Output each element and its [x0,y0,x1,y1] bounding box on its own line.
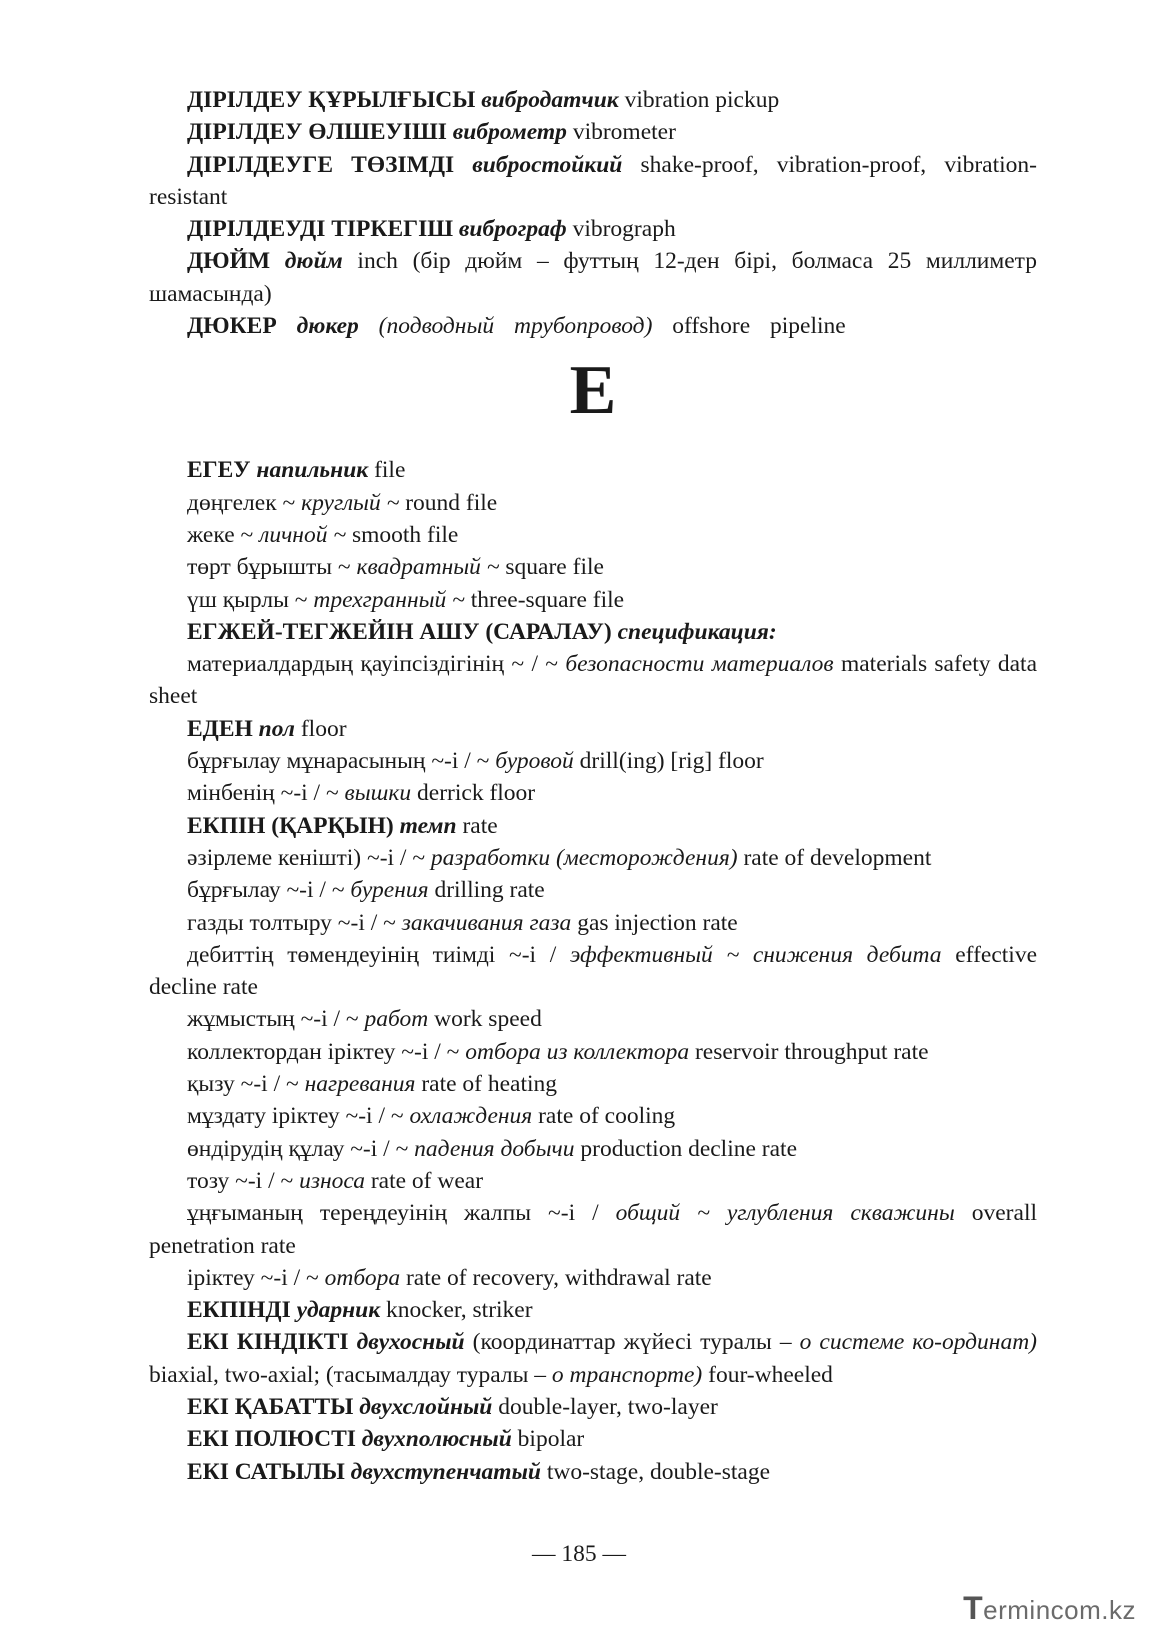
kazakh-term: материалдардың қауіпсіздігінің ~ / ~ [187,651,566,678]
english-term: knocker, striker [380,1297,533,1324]
entry-line [149,1294,1037,1326]
russian-term: буровой [495,748,574,775]
english-term: rate of cooling [532,1103,676,1130]
kazakh-term: жеке ~ [187,521,260,548]
entry-line [149,1326,1037,1391]
russian-term: разработки (месторождения) [430,844,738,871]
english-term: inch (бір дюйм – футтың 12-ден бірі, болмаса 25 миллиметр шамасында) [149,248,1037,307]
english-term: materials safety data sheet [149,651,1037,710]
subentry-line [149,1036,1037,1068]
english-term: round file [399,489,498,516]
headword: ДЮЙМ [187,248,285,275]
entry-line [149,1423,1037,1455]
subentry-line [149,1165,1037,1197]
subentry-line [149,1197,1037,1262]
subentry-line [149,745,1037,777]
russian-note: о транспорте) [551,1361,703,1388]
kazakh-term: әзірлеме кеніштi) ~-і / ~ [187,844,431,871]
headword: ЕКІ ҚАБАТТЫ [187,1393,360,1420]
headword: ДІРІЛДЕУ ҚҰРЫЛҒЫСЫ [187,87,482,113]
russian-term: отбора [324,1264,401,1291]
headword: ЕДЕН [187,715,259,742]
subentry-line [149,648,1037,713]
russian-term: двухосный [356,1329,465,1356]
russian-term: напильник [256,457,369,484]
english-term: drilling rate [428,877,545,904]
english-term: rate of recovery, withdrawal rate [400,1264,712,1291]
headword: ЕКІ КІНДІКТІ [187,1329,357,1356]
entry-line [149,84,1037,116]
russian-term: вышки [344,780,412,807]
english-term: vibration pickup [618,87,780,113]
russian-term: безопасности материалов [565,651,834,678]
subentry-line [149,907,1037,939]
entry-line [149,454,1037,486]
english-term: three-square file [464,586,625,613]
russian-term: закачивания газа [401,909,572,936]
subentry-line [149,842,1037,874]
english-term: two-stage, double-stage [540,1458,771,1485]
english-term: rate of wear [364,1167,484,1194]
russian-term: дюйм [284,248,343,275]
headword: ЕКІ САТЫЛЫ [187,1458,351,1485]
entries-column [149,84,1037,1488]
english-term: floor [294,715,347,742]
headword: ЕГЖЕЙ-ТЕГЖЕЙІН АШУ (САРАЛАУ) [187,618,618,645]
headword: ДЮКЕР [187,313,297,340]
subentry-line [149,1068,1037,1100]
headword: ЕКІ ПОЛЮСТІ [187,1426,362,1453]
english-term: square file [499,554,604,581]
kazakh-term: мінбенің ~-і / ~ [187,780,345,807]
russian-term: общий ~ углубления скважины [615,1200,955,1227]
english-term: overall penetration rate [149,1200,1037,1259]
russian-term: отбора из коллектора [465,1038,690,1065]
entry-line [149,245,1037,310]
russian-term: трехгранный ~ [313,586,465,613]
kazakh-term: қызу ~-і / ~ [187,1071,305,1098]
subentry-line [149,874,1037,906]
headword: ДІРІЛДЕУ ӨЛШЕУІШІ [187,119,453,146]
kazakh-term: бұрғылау ~-і / ~ [187,877,351,904]
logo-lead-letter: T [963,1590,984,1626]
subentry-line [149,939,1037,1004]
english-term: production decline rate [574,1135,798,1162]
kazakh-term: өндірудің құлау ~-і / ~ [187,1135,415,1162]
subentry-line [149,1100,1037,1132]
english-term: derrick floor [411,780,536,807]
english-term: four-wheeled [702,1361,833,1388]
subentry-line [149,551,1037,583]
subentry-line [149,584,1037,616]
russian-term: темп [399,812,457,839]
headword: ЕКПІНДІ [187,1297,297,1324]
entry-line [149,810,1037,842]
entry-line [149,116,1037,148]
russian-term: охлаждения [409,1103,533,1130]
english-term: shake-proof, vibration-proof, vibration-resistant [149,151,1037,210]
section-letter: Е [569,352,617,430]
english-term: double-layer, two-layer [492,1393,718,1420]
kazakh-note: (координаттар жүйесі туралы – [464,1329,800,1356]
russian-term: пол [258,715,295,742]
russian-term: работ [364,1006,429,1033]
entry-line [149,213,1037,245]
english-term: vibrometer [566,119,676,146]
subentry-line [149,1133,1037,1165]
headword: ДІРІЛДЕУДІ ТІРКЕГІШ [187,216,459,243]
subentry-line [149,519,1037,551]
russian-term: бурения [350,877,429,904]
entry-line [149,310,1037,342]
russian-term: двухслойный [359,1393,493,1420]
english-term: file [368,457,406,484]
russian-term: двухступенчатый [350,1458,541,1485]
kazakh-term: газды толтыру ~-і / ~ [187,909,402,936]
english-term: biaxial, two-axial; (тасымалдау туралы – [149,1361,552,1388]
subentry-line [149,1003,1037,1035]
russian-term: круглый ~ [301,489,400,516]
english-term: smooth file [346,521,459,548]
russian-term: вибродатчик [481,87,619,113]
termincom-logo[interactable] [963,1590,1136,1627]
english-term: reservoir throughput rate [689,1038,929,1065]
russian-term: эффективный ~ снижения дебита [569,941,942,968]
english-term: effective decline rate [149,941,1038,1001]
kazakh-term: бұрғылау мұнарасының ~-і / ~ [187,748,496,775]
english-term: drill(ing) [rig] floor [573,748,764,775]
kazakh-term: мұздату іріктеу ~-і / ~ [187,1103,410,1130]
headword: ЕГЕУ [187,457,257,484]
russian-term: двухполюсный [361,1426,512,1453]
kazakh-term: төрт бұрышты ~ [187,554,357,581]
subentry-line [149,487,1037,519]
english-term: rate of heating [415,1071,558,1098]
kazakh-term: іріктеу ~-і / ~ [187,1264,325,1291]
russian-note: (подводный трубопровод) [358,313,653,340]
kazakh-term: жұмыстың ~-і / ~ [187,1006,365,1033]
page-number: — 185 — [532,1541,626,1567]
headword: ДІРІЛДЕУГЕ ТӨЗІМДІ [187,151,473,178]
english-term: offshore pipeline [652,313,846,340]
subentry-line [149,1262,1037,1294]
english-term: bipolar [511,1426,585,1453]
english-term: work speed [428,1006,542,1033]
kazakh-term: дебиттің төмендеуінің тиімді ~-і / [187,941,570,968]
russian-term: квадратный ~ [356,554,500,581]
english-term: vibrograph [566,216,676,243]
kazakh-term: ұңғыманың тереңдеуінің жалпы ~-і / [187,1200,616,1227]
russian-term: дюкер [296,313,359,340]
russian-term: износа [299,1167,365,1194]
russian-term: виброметр [452,119,567,146]
entry-line [149,713,1037,745]
entry-line [149,1391,1037,1423]
entry-line [149,149,1037,214]
russian-term: падения добычи [414,1135,575,1162]
russian-term: нагревания [304,1071,416,1098]
kazakh-term: үш қырлы ~ [187,586,314,613]
kazakh-term: коллектордан іріктеу ~-і / ~ [187,1038,466,1065]
kazakh-term: тозу ~-і / ~ [187,1167,300,1194]
headword: ЕКПІН (ҚАРҚЫН) [187,812,400,839]
english-term: gas injection rate [571,909,738,936]
russian-term: ударник [296,1297,381,1324]
kazakh-term: дөңгелек ~ [187,489,302,516]
logo-text: ermincom.kz [983,1595,1136,1625]
russian-term: личной ~ [259,521,347,548]
entry-line [149,1456,1037,1488]
english-term: rate [456,812,498,839]
russian-note: о системе ко-ординат) [799,1329,1037,1356]
russian-term: виброграф [458,216,567,243]
russian-term: вибростойкий [472,151,623,178]
subentry-line [149,777,1037,809]
russian-term: спецификация: [617,618,777,645]
entry-line [149,616,1037,648]
english-term: rate of development [737,844,932,871]
